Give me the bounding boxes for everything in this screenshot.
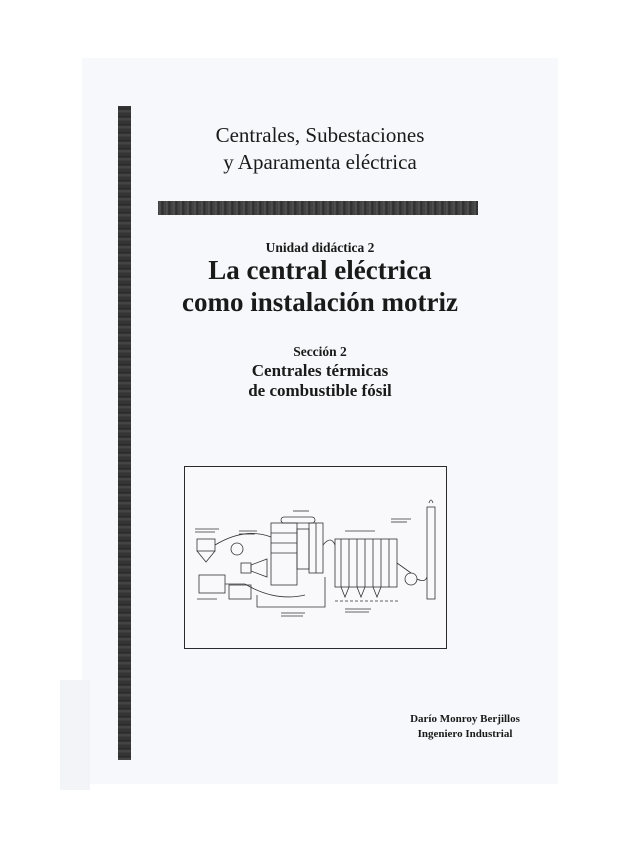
unit-title: [140, 254, 500, 318]
course-title-line-2: y Aparamenta eléctrica: [223, 150, 417, 174]
unit-label: Unidad didáctica 2: [265, 240, 375, 255]
author-role: Ingeniero Industrial: [417, 728, 513, 740]
course-title-line-1: Centrales, Subestaciones: [215, 123, 425, 147]
paper-edge: [60, 680, 90, 790]
unit-title-line-2: como instalación motriz: [182, 287, 458, 317]
figure-frame: [184, 466, 447, 649]
author-name: Darío Monroy Berjillos: [410, 713, 520, 725]
thermal-power-plant-diagram-icon: [185, 467, 445, 647]
section-title: [200, 361, 440, 401]
vertical-decorative-bar: [118, 106, 131, 760]
section-title-line-2: de combustible fósil: [248, 381, 392, 400]
horizontal-decorative-bar: [158, 201, 478, 215]
section-label: Sección 2: [293, 344, 347, 359]
course-title: [150, 122, 490, 176]
unit-title-line-1: La central eléctrica: [208, 255, 432, 285]
section-title-line-1: Centrales térmicas: [251, 361, 389, 380]
author-block: [380, 712, 550, 742]
